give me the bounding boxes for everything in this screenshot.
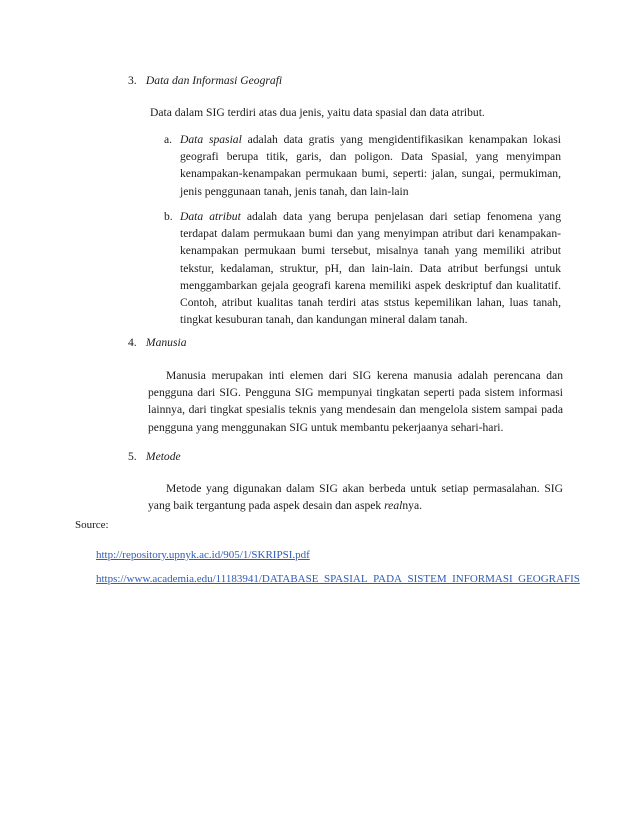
section-3-heading <box>128 72 282 89</box>
list-item-b-body <box>180 208 561 328</box>
section-3-title: Data dan Informasi Geografi <box>145 74 283 87</box>
list-item-b <box>164 208 564 328</box>
list-item-a-marker: a. <box>164 133 173 146</box>
section-4-body: Manusia merupakan inti elemen dari SIG kerena manusia adalah perencana dan pengguna dari SIG. Pengguna SIG mempunyai tingkatan seperti pada sistem informasi lainnya, dari tingkat spesialis teknis yang mendesain dan mengelola sistem sampai pada pengguna yang menggunakan SIG untuk membantu pekerjaanya sehari-hari. <box>148 369 563 434</box>
list-item-b-text: adalah data yang berupa penjelasan dari setiap fenomena yang terdapat dalam permukaan bumi dan yang menyimpan atribut dari kenampakan-kenampakan permukaan bumi tersebut, misalnya tanah yang memiliki atribut tekstur, kedalaman, struktur, pH, dan lain-lain. Data atribut berfungsi untuk menggambarkan gejala geografi karena memiliki aspek deskriptuf dan kualitatif. Contoh, atribut kualitas tanah terdiri atas ststus kepemilikan lahan, luas tanah, tingkat kesuburan tanah, dan kandungan mineral dalam tanah. <box>180 210 562 327</box>
section-5-body-end: nya. <box>402 499 422 513</box>
section-5-number: 5. <box>128 450 137 463</box>
list-item-b-term: Data atribut <box>180 210 241 223</box>
section-5-body-start: Metode yang digunakan dalam SIG akan berbeda untuk setiap permasalahan. SIG yang baik tergantung pada aspek desain dan aspek <box>148 482 563 513</box>
list-item-a-term: Data spasial <box>180 133 242 146</box>
list-item-a-body <box>180 131 561 200</box>
section-4-number: 4. <box>128 336 137 349</box>
section-3-number: 3. <box>128 74 137 87</box>
section-4-title: Manusia <box>145 336 187 349</box>
source-label: Source: <box>75 519 109 531</box>
section-5-title: Metode <box>145 450 181 463</box>
section-3-intro: Data dalam SIG terdiri atas dua jenis, yaitu data spasial dan data atribut. <box>150 106 485 119</box>
source-link-1[interactable]: http://repository.upnyk.ac.id/905/1/SKRIPSI.pdf <box>96 549 310 561</box>
source-link-2[interactable]: https://www.academia.edu/11183941/DATABASE_SPASIAL_PADA_SISTEM_INFORMASI_GEOGRAFIS <box>96 573 580 585</box>
list-item-a-text: adalah data gratis yang mengidentifikasikan kenampakan lokasi geografi berupa titik, garis, dan poligon. Data Spasial, yang menyimpan kenampakan-kenampakan permukaan bumi, seperti: jalan, sungai, permukiman, jenis penggunaan tanah, jenis tanah, dan lain-lain <box>180 133 561 198</box>
section-4-heading <box>128 334 186 351</box>
list-item-a <box>164 131 564 198</box>
section-5-heading <box>128 448 181 465</box>
list-item-b-marker: b. <box>164 210 173 223</box>
section-5-body-italic: real <box>384 499 403 513</box>
section-5-body <box>148 480 563 514</box>
